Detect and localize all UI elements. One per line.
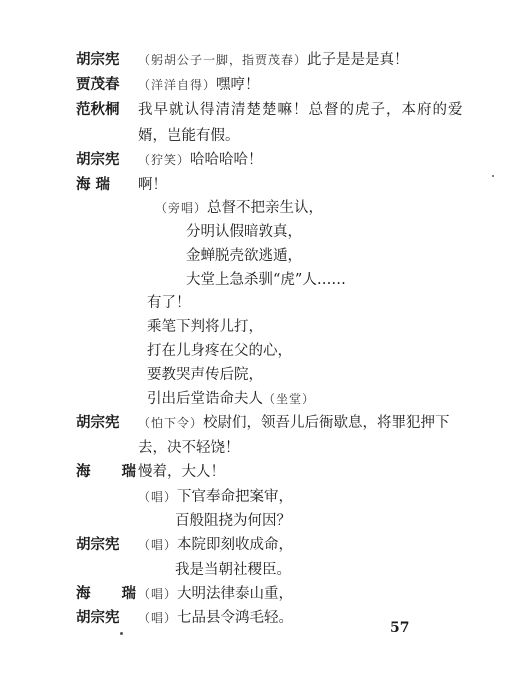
ink-speck <box>120 632 123 635</box>
verse-line <box>155 198 323 218</box>
stage-direction: （唱） <box>138 587 178 601</box>
verse-line: 金蝉脱壳欲逃遁， <box>186 248 302 264</box>
dialogue-text: 哈哈哈哈！ <box>190 152 263 168</box>
dialogue-text: 七品县令鸿毛轻。 <box>177 610 294 626</box>
verse-line: 百般阻挠为何因？ <box>175 513 291 529</box>
verse-line: 我是当朝社稷臣。 <box>175 562 291 578</box>
dialogue-text: 大明法律泰山重， <box>177 586 294 602</box>
speaker-name: 海 瑞 <box>76 176 111 193</box>
dialogue-text: 校尉们，领吾儿后衙歇息，将罪犯押下 <box>203 415 450 431</box>
page-number: 57 <box>390 620 410 636</box>
dialogue-text: 此子是是是真！ <box>307 52 409 68</box>
verse-line <box>138 487 293 507</box>
speaker-name: 胡宗宪 <box>76 414 120 431</box>
dialogue-text: 慢着，大人！ <box>138 464 225 480</box>
stage-direction: （唱） <box>138 611 178 625</box>
verse-line: 有了！ <box>147 295 191 311</box>
dialogue-text: 引出后堂诰命夫人 <box>147 391 263 407</box>
dialogue-text: 本院即刻收成命， <box>177 537 294 553</box>
dialogue-text: 总督不把亲生认， <box>207 200 324 216</box>
speaker-name: 胡宗宪 <box>76 51 120 68</box>
stage-direction: （洋洋自得） <box>138 78 217 92</box>
verse-line: 乘笔下判将儿打， <box>147 319 263 335</box>
speaker-name: 海 瑞 <box>76 463 150 480</box>
dialogue-text: 嘿哼！ <box>216 77 260 93</box>
verse-line: 大堂上急杀驯“虎”人…… <box>186 272 346 288</box>
verse-line: 打在儿身疼在父的心， <box>147 343 292 359</box>
dialogue-text: 下官奉命把案审， <box>177 489 294 505</box>
dialogue-text: 婿，岂能有假。 <box>138 128 240 144</box>
stage-direction: （旁唱） <box>155 201 208 215</box>
ink-speck <box>492 175 494 177</box>
dialogue-text: 啊！ <box>138 177 167 193</box>
stage-direction: （躬胡公子一脚，指贾茂春） <box>138 53 308 67</box>
stage-direction: （唱） <box>138 538 178 552</box>
stage-direction: （唱） <box>138 490 178 504</box>
stage-direction: （怕下令） <box>138 416 204 430</box>
dialogue-text: 我早就认得清清楚楚嘛！总督的虎子，本府的爱 <box>138 102 464 118</box>
verse-line: 要教哭声传后院， <box>147 367 263 383</box>
speaker-name: 胡宗宪 <box>76 536 120 553</box>
verse-line <box>147 389 315 409</box>
stage-direction: （坐堂） <box>263 392 316 406</box>
verse-line: 分明认假暗敦真， <box>186 224 302 240</box>
speaker-name: 胡宗宪 <box>76 151 120 168</box>
speaker-name: 贾茂春 <box>76 76 120 93</box>
dialogue-text: 去，决不轻饶！ <box>138 440 240 456</box>
speaker-name: 范秋桐 <box>76 101 120 118</box>
speaker-name: 海 瑞 <box>76 585 150 602</box>
speaker-name: 胡宗宪 <box>76 609 120 626</box>
stage-direction: （狞笑） <box>138 153 191 167</box>
